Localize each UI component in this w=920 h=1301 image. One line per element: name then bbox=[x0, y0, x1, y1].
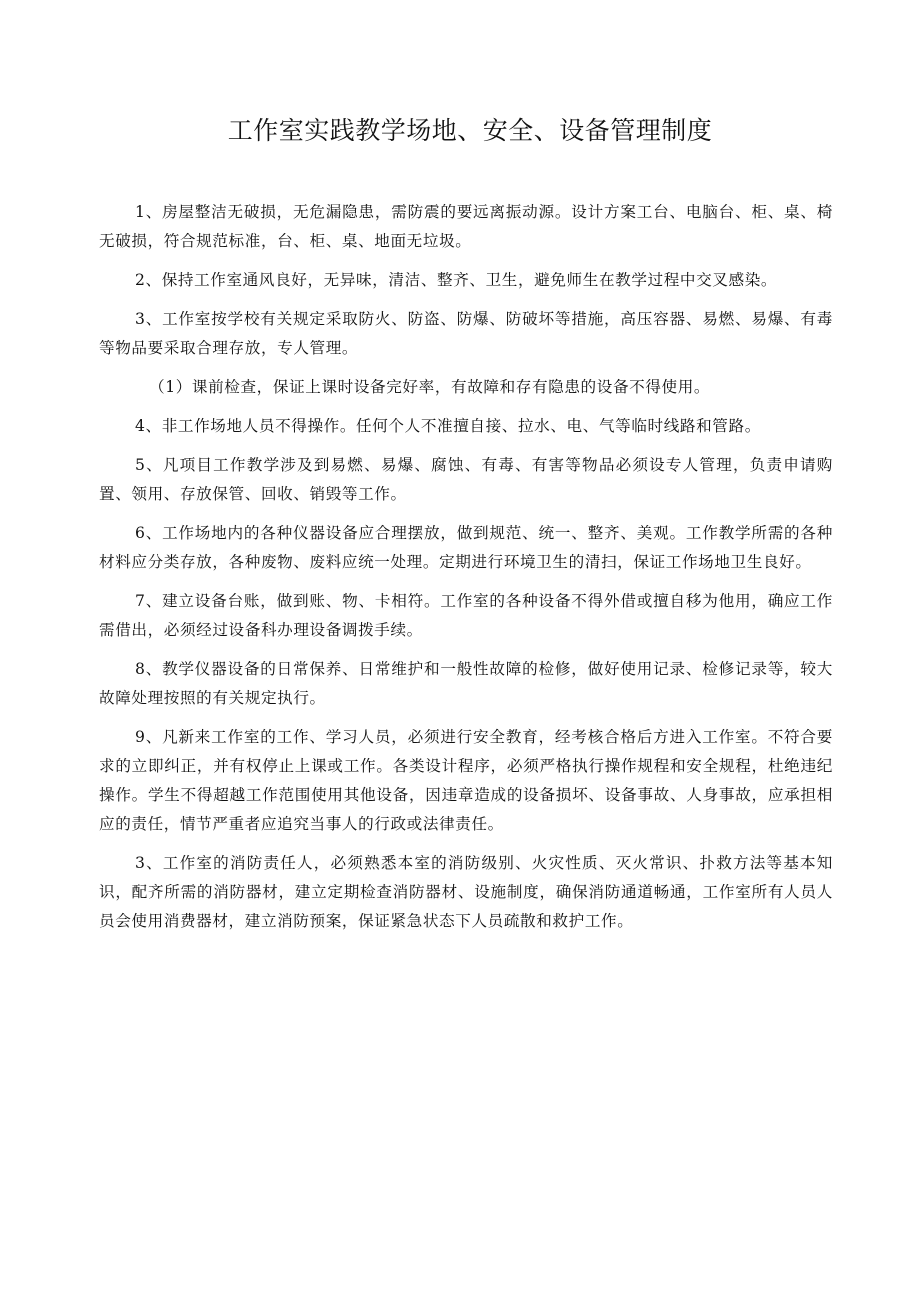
paragraph-7: 7、建立设备台账，做到账、物、卡相符。工作室的各种设备不得外借或擅自移为他用，确应工作需借出，必须经过设备科办理设备调拨手续。 bbox=[99, 592, 833, 639]
paragraph-8: 8、教学仪器设备的日常保养、日常维护和一般性故障的检修，做好使用记录、检修记录等，较大故障处理按照的有关规定执行。 bbox=[99, 660, 833, 707]
paragraph-2: 2、保持工作室通风良好，无异味，清洁、整齐、卫生，避免师生在教学过程中交叉感染。 bbox=[135, 271, 778, 289]
paragraph-fire-safety: 3、工作室的消防责任人，必须熟悉本室的消防级别、火灾性质、灭火常识、扑救方法等基本知识，配齐所需的消防器材，建立定期检查消防器材、设施制度，确保消防通道畅通，工作室所有人员人员会使用消费器材，建立消防预案，保证紧急状态下人员疏散和救护工作。 bbox=[99, 854, 833, 930]
paragraph-1: 1、房屋整洁无破损，无危漏隐患，需防震的要远离振动源。设计方案工台、电脑台、柜、桌、椅无破损，符合规范标准，台、柜、桌、地面无垃圾。 bbox=[99, 203, 833, 250]
document-body bbox=[99, 198, 833, 936]
paragraph-4: 4、非工作场地人员不得操作。任何个人不准擅自接、拉水、电、气等临时线路和管路。 bbox=[135, 417, 761, 435]
document-title: 工作室实践教学场地、安全、设备管理制度 bbox=[227, 116, 713, 145]
paragraph-9: 9、凡新来工作室的工作、学习人员，必须进行安全教育，经考核合格后方进入工作室。不符合要求的立即纠正，并有权停止上课或工作。各类设计程序，必须严格执行操作规程和安全规程，杜绝违纪操作。学生不得超越工作范围使用其他设备，因违章造成的设备损坏、设备事故、人身事故，应承担相应的责任，情节严重者应追究当事人的行政或法律责任。 bbox=[99, 728, 833, 833]
paragraph-5: 5、凡项目工作教学涉及到易燃、易爆、腐蚀、有毒、有害等物品必须设专人管理，负责申请购置、领用、存放保管、回收、销毁等工作。 bbox=[99, 456, 833, 503]
paragraph-3-subitem-1: （1）课前检查，保证上课时设备完好率，有故障和存有隐患的设备不得使用。 bbox=[149, 378, 711, 396]
paragraph-6: 6、工作场地内的各种仪器设备应合理摆放，做到规范、统一、整齐、美观。工作教学所需的各种材料应分类存放，各种废物、废料应统一处理。定期进行环境卫生的清扫，保证工作场地卫生良好。 bbox=[99, 524, 833, 571]
paragraph-3: 3、工作室按学校有关规定采取防火、防盗、防爆、防破坏等措施，高压容器、易燃、易爆、有毒等物品要采取合理存放，专人管理。 bbox=[99, 310, 833, 357]
